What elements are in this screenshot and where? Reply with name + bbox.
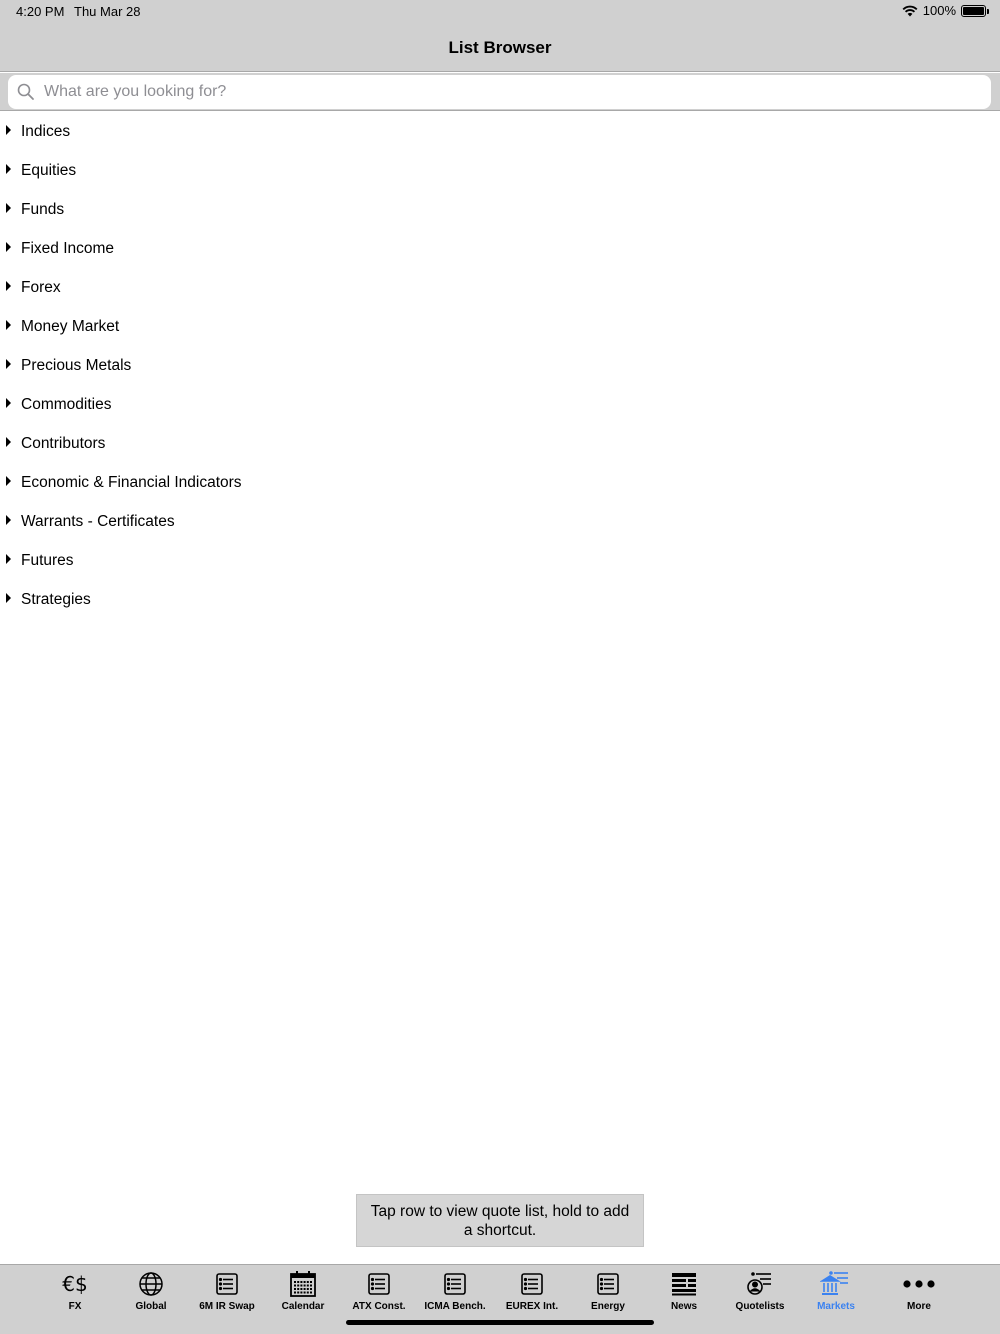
list-icon [595,1269,621,1299]
list-item-label: Strategies [21,590,91,608]
list-item-label: Commodities [21,395,112,413]
battery-percent: 100% [922,3,956,18]
disclosure-triangle-icon[interactable] [6,593,11,603]
list-icon [366,1269,392,1299]
tab-global[interactable] [111,1269,191,1317]
list-item[interactable] [0,541,1000,580]
tab-news[interactable] [644,1269,724,1317]
navigation-bar [0,0,1000,72]
list-item[interactable] [0,502,1000,541]
disclosure-triangle-icon[interactable] [6,359,11,369]
list-item[interactable] [0,385,1000,424]
search-field[interactable] [8,75,991,109]
list-item-label: Warrants - Certificates [21,512,175,530]
battery-icon [961,5,986,17]
news-icon [670,1269,698,1299]
disclosure-triangle-icon[interactable] [6,476,11,486]
hint-toast: Tap row to view quote list, hold to add a shortcut. [356,1194,644,1247]
list-item-label: Indices [21,122,71,140]
list-item-label: Funds [21,200,65,218]
list-icon [519,1269,545,1299]
quotelist-icon [745,1269,775,1299]
tab-eurex-int[interactable] [492,1269,572,1317]
tab-calendar[interactable] [263,1269,343,1317]
list-item[interactable] [0,151,1000,190]
tab-label: ICMA Bench. [424,1301,486,1312]
tab-energy[interactable] [568,1269,648,1317]
tab-atx-const[interactable] [339,1269,419,1317]
markets-icon [820,1269,852,1299]
tab-markets[interactable] [796,1269,876,1317]
list-item[interactable] [0,112,1000,151]
tab-label: ATX Const. [352,1301,406,1312]
status-indicators [902,3,986,18]
list-item-label: Contributors [21,434,106,452]
tab-label: More [907,1301,931,1312]
list-item[interactable] [0,268,1000,307]
calendar-icon [289,1269,317,1299]
disclosure-triangle-icon[interactable] [6,398,11,408]
currency-icon [60,1269,90,1299]
list-item-label: Futures [21,551,74,569]
wifi-icon [902,5,918,17]
status-time: 4:20 PM [16,4,65,19]
list-item-label: Equities [21,161,77,179]
search-bar [0,73,1000,111]
battery-level [963,7,984,15]
tab-more[interactable] [879,1269,959,1317]
tab-label: Markets [817,1301,855,1312]
list-item-label: Precious Metals [21,356,132,374]
list-item[interactable] [0,424,1000,463]
disclosure-triangle-icon[interactable] [6,125,11,135]
list-item[interactable] [0,463,1000,502]
disclosure-triangle-icon[interactable] [6,164,11,174]
list-item[interactable] [0,580,1000,619]
category-list [0,112,1000,619]
list-item[interactable] [0,346,1000,385]
tab-quotelists[interactable] [720,1269,800,1317]
search-icon [16,82,36,102]
search-input[interactable] [44,83,991,101]
tab-fx[interactable] [35,1269,115,1317]
tab-label: Calendar [281,1301,325,1312]
tab-label: Quotelists [735,1301,785,1312]
list-item[interactable] [0,229,1000,268]
list-item[interactable] [0,190,1000,229]
page-title: List Browser [448,38,552,57]
globe-icon [137,1269,165,1299]
list-item-label: Economic & Financial Indicators [21,473,242,491]
list-item-label: Fixed Income [21,239,115,257]
list-item[interactable] [0,307,1000,346]
disclosure-triangle-icon[interactable] [6,281,11,291]
tab-label: Global [135,1301,167,1312]
disclosure-triangle-icon[interactable] [6,437,11,447]
disclosure-triangle-icon[interactable] [6,242,11,252]
list-item-label: Money Market [21,317,120,335]
tab-label: News [670,1301,698,1312]
more-icon [902,1269,936,1299]
tab-label: EUREX Int. [505,1301,559,1312]
tab-6m-ir-swap[interactable] [187,1269,267,1317]
list-item-label: Forex [21,278,61,296]
disclosure-triangle-icon[interactable] [6,515,11,525]
svg-text:€$: €$ [62,1272,88,1296]
list-icon [442,1269,468,1299]
disclosure-triangle-icon[interactable] [6,554,11,564]
tab-label: FX [68,1301,82,1312]
disclosure-triangle-icon[interactable] [6,320,11,330]
home-indicator [346,1320,654,1325]
status-date: Thu Mar 28 [74,4,141,19]
tab-label: 6M IR Swap [199,1301,255,1312]
list-icon [214,1269,240,1299]
tab-icma-bench[interactable] [415,1269,495,1317]
disclosure-triangle-icon[interactable] [6,203,11,213]
tab-label: Energy [591,1301,625,1312]
